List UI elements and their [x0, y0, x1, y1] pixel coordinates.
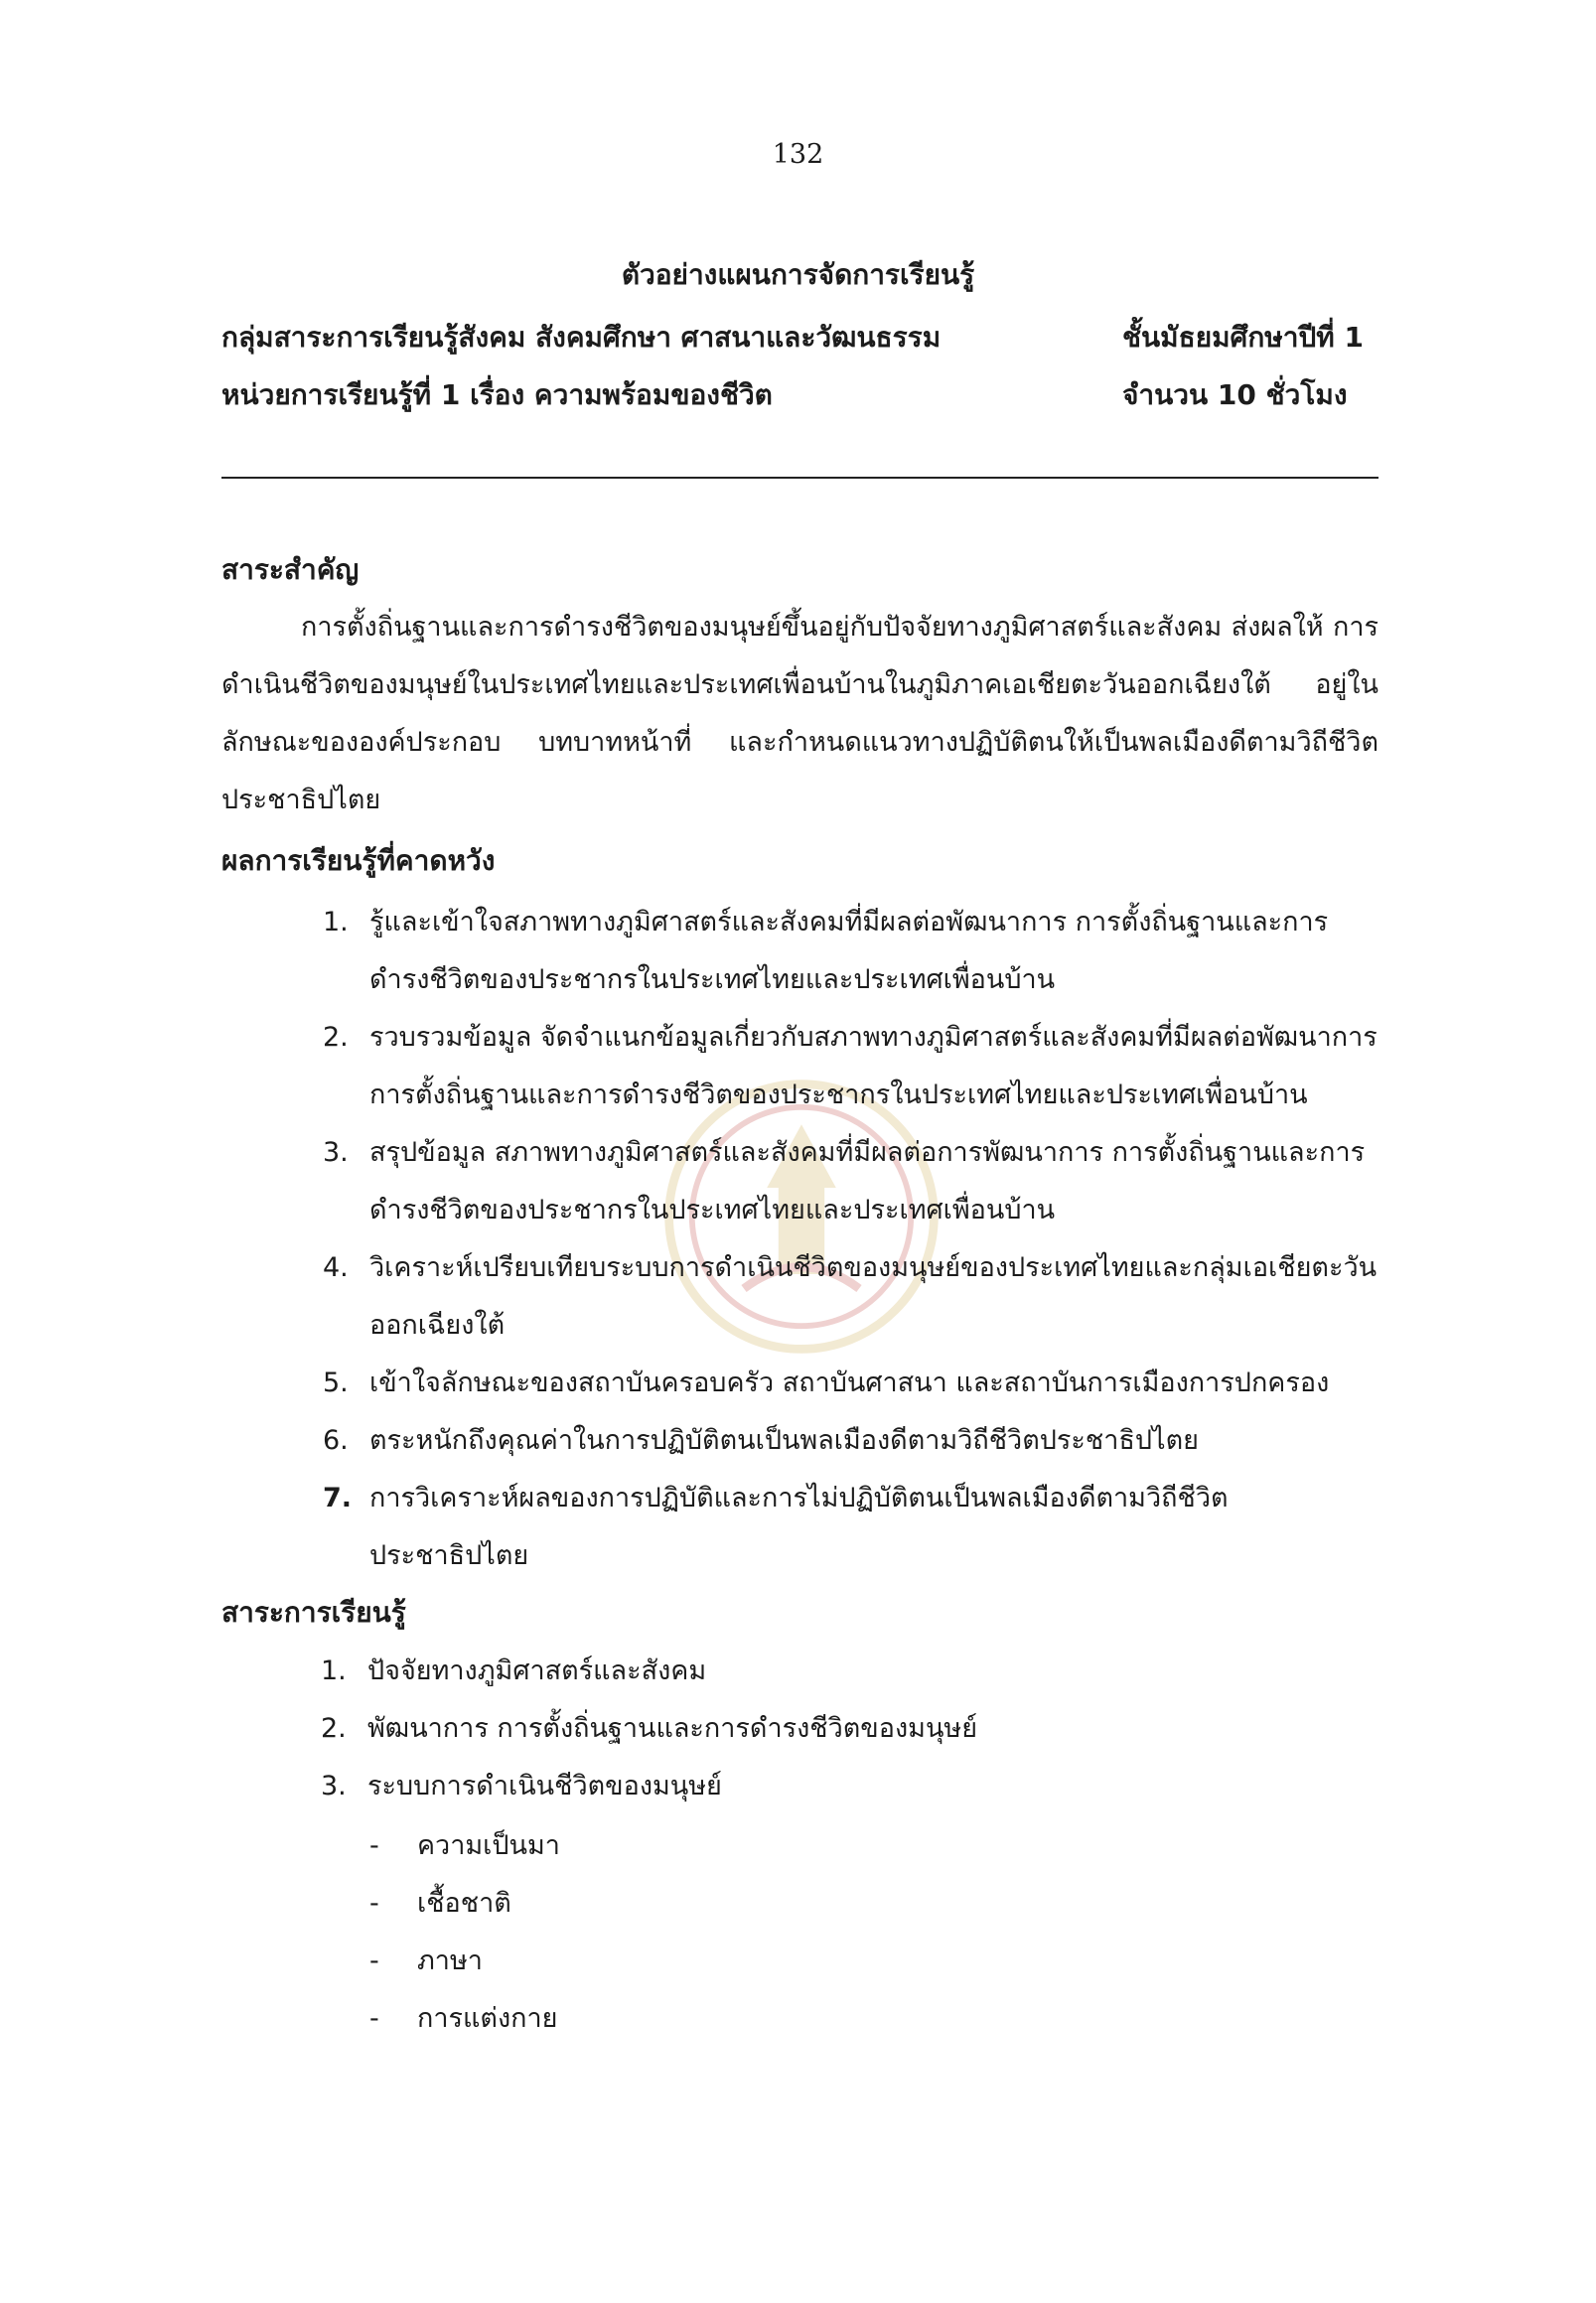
dash-bullet: - [369, 1945, 379, 1976]
sub-item-text: ความเป็นมา [417, 1830, 560, 1861]
outcome-item [323, 1355, 1378, 1412]
outcome-text: เข้าใจลักษณะของสถาบันครอบครัว สถาบันศาสนา และสถาบันการเมืองการปกครอง [369, 1367, 1330, 1398]
content-sub-item [369, 1990, 557, 2048]
dash-bullet: - [369, 1830, 379, 1861]
sub-item-text: การแต่งกาย [417, 2003, 558, 2034]
outcome-number: 5. [323, 1367, 349, 1398]
content-number: 3. [321, 1771, 347, 1801]
content-item [321, 1700, 1377, 1758]
sub-item-text: เชื้อชาติ [417, 1888, 511, 1919]
content-text: พัฒนาการ การตั้งถิ่นฐานและการดำรงชีวิตของมนุษย์ [367, 1713, 978, 1744]
content-text: ปัจจัยทางภูมิศาสตร์และสังคม [367, 1655, 707, 1686]
document-title: ตัวอย่างแผนการจัดการเรียนรู้ [621, 258, 975, 291]
outcome-text: รวบรวมข้อมูล จัดจำแนกข้อมูลเกี่ยวกับสภาพทางภูมิศาสตร์และสังคมที่มีผลต่อพัฒนาการการตั้งถิ่นฐานและการดำรงชีวิตของประชากรในประเทศไทยและประเทศเพื่อนบ้าน [369, 1022, 1378, 1110]
key-concept-paragraph: การตั้งถิ่นฐานและการดำรงชีวิตของมนุษย์ขึ้นอยู่กับปัจจัยทางภูมิศาสตร์และสังคม ส่งผลให้ การดำเนินชีวิตของมนุษย์ในประเทศไทยและประเทศเพื่อนบ้านในภูมิภาคเอเชียตะวันออกเฉียงใต้ อยู่ในลักษณะขององค์ประกอบ บทบาทหน้าที่ และกำหนดแนวทางปฏิบัติตนให้เป็นพลเมืองดีตามวิถีชีวิตประชาธิปไตย [221, 612, 1378, 815]
dash-bullet: - [369, 2003, 379, 2034]
key-concept-heading: สาระสำคัญ [221, 553, 360, 586]
grade-level: ชั้นมัธยมศึกษาปีที่ 1 [1122, 321, 1364, 354]
outcome-item [323, 894, 1378, 1009]
outcome-text: สรุปข้อมูล สภาพทางภูมิศาสตร์และสังคมที่มีผลต่อการพัฒนาการ การตั้งถิ่นฐานและการดำรงชีวิตของประชากรในประเทศไทยและประเทศเพื่อนบ้าน [369, 1137, 1366, 1225]
subject-group: กลุ่มสาระการเรียนรู้สังคม สังคมศึกษา ศาสนาและวัฒนธรรม [221, 321, 942, 354]
content-sub-item [369, 1875, 511, 1933]
outcome-text: การวิเคราะห์ผลของการปฏิบัติและการไม่ปฏิบัติตนเป็นพลเมืองดีตามวิถีชีวิตประชาธิปไตย [369, 1483, 1229, 1571]
content-item [321, 1643, 1377, 1700]
content-sub-item [369, 1817, 560, 1875]
outcome-number: 2. [323, 1022, 349, 1053]
content-number: 2. [321, 1713, 347, 1744]
sub-item-text: ภาษา [417, 1945, 483, 1976]
content-number: 1. [321, 1655, 347, 1686]
outcome-item [323, 1239, 1378, 1355]
outcome-number: 7. [323, 1483, 353, 1513]
unit-title: หน่วยการเรียนรู้ที่ 1 เรื่อง ความพร้อมของชีวิต [221, 378, 773, 411]
outcome-item [323, 1412, 1378, 1470]
outcome-text: รู้และเข้าใจสภาพทางภูมิศาสตร์และสังคมที่มีผลต่อพัฒนาการ การตั้งถิ่นฐานและการดำรงชีวิตของประชากรในประเทศไทยและประเทศเพื่อนบ้าน [369, 907, 1329, 995]
outcome-number: 3. [323, 1137, 349, 1168]
outcome-number: 4. [323, 1252, 349, 1283]
outcome-number: 1. [323, 907, 349, 937]
outcome-item [323, 1124, 1378, 1239]
hours: จำนวน 10 ชั่วโมง [1122, 378, 1348, 411]
outcome-number: 6. [323, 1425, 349, 1456]
content-sub-item [369, 1933, 483, 1990]
content-text: ระบบการดำเนินชีวิตของมนุษย์ [367, 1771, 722, 1801]
content-item [321, 1758, 1377, 1815]
outcome-text: วิเคราะห์เปรียบเทียบระบบการดำเนินชีวิตของมนุษย์ของประเทศไทยและกลุ่มเอเชียตะวันออกเฉียงใต้ [369, 1252, 1378, 1341]
outcomes-heading: ผลการเรียนรู้ที่คาดหวัง [221, 844, 496, 877]
page-number: 132 [772, 139, 824, 170]
outcome-text: ตระหนักถึงคุณค่าในการปฏิบัติตนเป็นพลเมืองดีตามวิถีชีวิตประชาธิปไตย [369, 1425, 1199, 1456]
outcome-item [323, 1009, 1378, 1124]
divider-line [221, 477, 1378, 479]
outcome-item [323, 1470, 1378, 1585]
dash-bullet: - [369, 1888, 379, 1919]
content-heading: สาระการเรียนรู้ [221, 1596, 406, 1629]
